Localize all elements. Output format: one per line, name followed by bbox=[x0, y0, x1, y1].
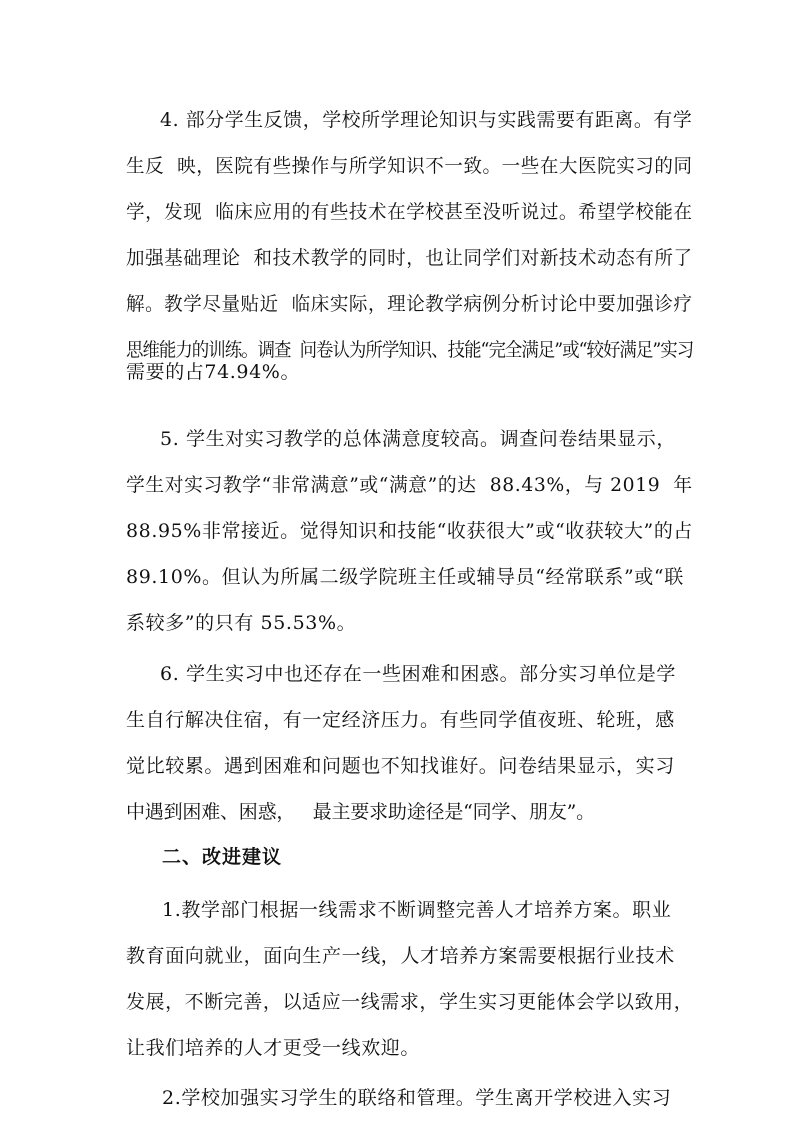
text-line: 觉比较累。遇到困难和问题也不知找谁好。问卷结果显示，实习 bbox=[126, 755, 675, 777]
text-line: 教育面向就业，面向生产一线，人才培养方案需要根据行业技术 bbox=[126, 945, 675, 967]
text-line: 发展，不断完善，以适应一线需求，学生实习更能体会学以致用， bbox=[126, 991, 694, 1013]
text-line: 中遇到困难、困惑， 最主要求助途径是“同学、朋友”。 bbox=[126, 801, 595, 823]
text-line: 2.学校加强实习学生的联络和管理。学生离开学校进入实习 bbox=[162, 1087, 672, 1109]
text-line: 解。教学尽量贴近 临床实际，理论教学病例分析讨论中要加强诊疗 bbox=[126, 293, 693, 315]
section-heading: 二、改进建议 bbox=[162, 846, 283, 868]
text-line: 89.10%。但认为所属二级学院班主任或辅导员“经常联系”或“联 bbox=[126, 566, 684, 588]
text-line: 系较多”的只有 55.53%。 bbox=[126, 612, 357, 634]
text-line: 需要的占74.94%。 bbox=[126, 361, 301, 383]
text-line: 5. 学生对实习教学的总体满意度较高。调查问卷结果显示， bbox=[160, 428, 676, 450]
text-line: 学，发现 临床应用的有些技术在学校甚至没听说过。希望学校能在 bbox=[126, 201, 693, 223]
text-line: 生反 映，医院有些操作与所学知识不一致。一些在大医院实习的同 bbox=[126, 155, 693, 177]
text-line: 加强基础理论 和技术教学的同时，也让同学们对新技术动态有所了 bbox=[126, 247, 693, 269]
text-line: 思维能力的训练。调查 问卷认为所学知识、技能“完全满足”或“较好满足”实习 bbox=[126, 339, 694, 361]
text-line: 让我们培养的人才更受一线欢迎。 bbox=[126, 1037, 421, 1059]
text-line: 1.教学部门根据一线需求不断调整完善人才培养方案。职业 bbox=[162, 899, 672, 921]
text-line: 6. 学生实习中也还存在一些困难和困惑。部分实习单位是学 bbox=[160, 663, 676, 685]
text-line: 学生对实习教学“非常满意”或“满意”的达 88.43%，与 2019 年 bbox=[126, 474, 693, 496]
text-line: 生自行解决住宿，有一定经济压力。有些同学值夜班、轮班，感 bbox=[126, 709, 675, 731]
text-line: 88.95%非常接近。觉得知识和技能“收获很大”或“收获较大”的占 bbox=[126, 520, 693, 542]
text-line: 4. 部分学生反馈，学校所学理论知识与实践需要有距离。有学 bbox=[160, 109, 693, 131]
